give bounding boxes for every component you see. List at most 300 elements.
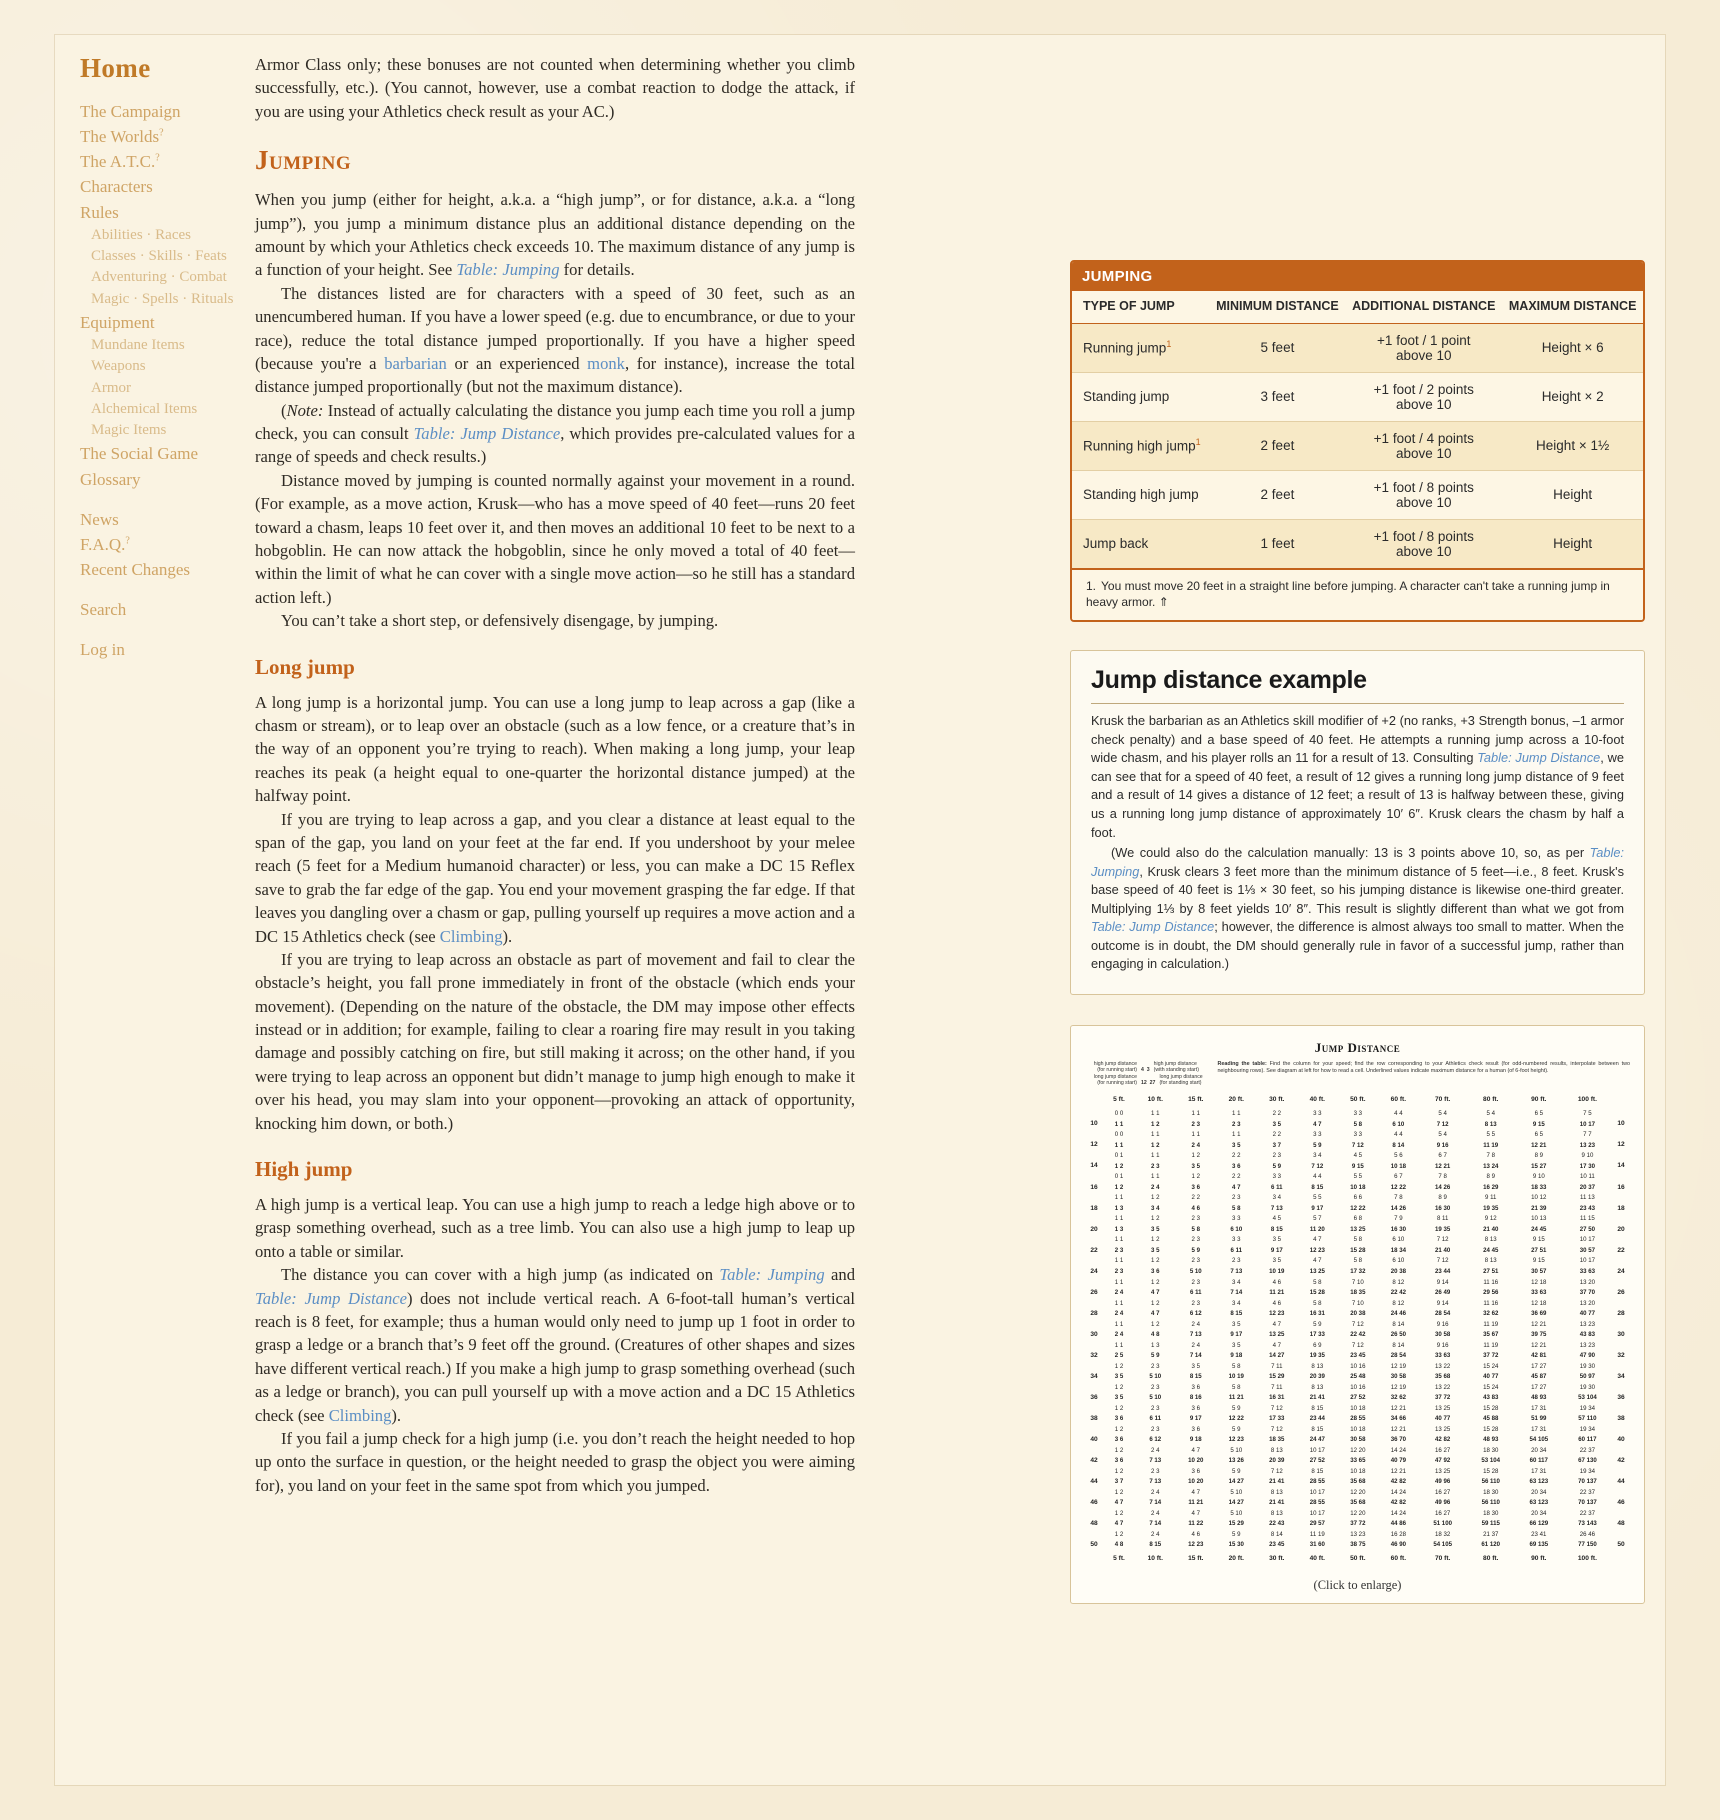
link-table-jump-distance-ex1[interactable]: Table: Jump Distance xyxy=(1477,750,1601,766)
cell-speed-header: 15 ft. xyxy=(1188,1555,1204,1563)
cell-jump-distance: 3 6 xyxy=(1232,1162,1241,1170)
table-row xyxy=(1085,1182,1630,1193)
link-table-jump-distance-2[interactable]: Table: Jump Distance xyxy=(255,1288,408,1308)
jumping-table xyxy=(1072,291,1643,568)
cell-jump-distance: 12 20 xyxy=(1350,1446,1366,1454)
sidebar-item-rules[interactable] xyxy=(80,201,270,225)
cell-jump-distance: 8 13 xyxy=(1484,1257,1497,1265)
cell-jump-distance: 3 5 xyxy=(1114,1394,1124,1402)
cell-jump-distance: 19 30 xyxy=(1579,1362,1596,1370)
sidebar-item-armor[interactable] xyxy=(80,378,270,399)
cell-jump-distance: 36 69 xyxy=(1531,1310,1547,1318)
sidebar-item-label: Rules xyxy=(80,202,119,222)
paragraph-longjump-2 xyxy=(255,808,855,948)
cell-check-result xyxy=(1085,1109,1103,1119)
cell-jump-distance: 33 63 xyxy=(1531,1289,1547,1297)
table-row xyxy=(1085,1203,1630,1214)
cell-jump-distance: 2 3 xyxy=(1191,1120,1201,1128)
sidebar-item-label: Mundane Items xyxy=(91,336,185,353)
cell-jump-distance: 39 75 xyxy=(1531,1331,1547,1339)
cell-jump-distance: 13 23 xyxy=(1579,1141,1596,1149)
sidebar-item-recent-changes[interactable] xyxy=(80,558,270,582)
cell-jump-distance: 5 9 xyxy=(1151,1352,1160,1360)
cell-check-result: 20 xyxy=(1617,1225,1625,1233)
cell-check-result xyxy=(1612,1445,1630,1455)
cell-jump-distance: 18 34 xyxy=(1390,1246,1406,1254)
cell-type-of-jump: Running jump$^1$ xyxy=(1072,323,1210,372)
cell-jump-distance: 1 1 xyxy=(1151,1152,1160,1160)
sidebar-item-label: The Worlds xyxy=(80,127,160,147)
table-row xyxy=(1085,1224,1630,1235)
cell-check-result xyxy=(1612,1109,1630,1119)
cell-jump-distance: 28 54 xyxy=(1390,1352,1406,1360)
cell-jump-distance: 51 99 xyxy=(1531,1415,1547,1423)
cell-check-result xyxy=(1085,1130,1103,1140)
jumping-table-box xyxy=(1070,260,1645,622)
cell-check-result xyxy=(1085,1529,1103,1539)
cell-jump-distance: 40 79 xyxy=(1390,1457,1406,1465)
cell-jump-distance: 19 34 xyxy=(1579,1425,1596,1433)
sidebar-item-magic-spells-rituals[interactable] xyxy=(80,289,270,310)
table-row xyxy=(1085,1529,1630,1539)
cell-check-result: 12 xyxy=(1617,1141,1625,1149)
cell-jump-distance: 19 30 xyxy=(1579,1383,1596,1391)
cell-jump-distance: 3 6 xyxy=(1191,1404,1201,1412)
cell-jump-distance: 2 4 xyxy=(1191,1341,1201,1349)
footnote-marker-icon: 1 xyxy=(1195,437,1201,448)
cell-jump-distance: 3 3 xyxy=(1232,1236,1241,1244)
cell-check-result: 10 xyxy=(1617,1120,1625,1128)
table-row xyxy=(1072,372,1643,421)
cell-jump-distance: 1 1 xyxy=(1151,1110,1160,1118)
paragraph-highjump-3: If you fail a jump check for a high jump (i.e. you don’t reach the height needed to hop up onto the surface in question, or the height needed to grasp the object you were aiming for), you land on your feet in the same spot from which you jumped. xyxy=(255,1428,855,1495)
cell-jump-distance: 2 2 xyxy=(1191,1194,1201,1202)
cell-jump-distance: 2 3 xyxy=(1151,1383,1160,1391)
cell-jump-distance: 13 24 xyxy=(1483,1162,1499,1170)
paragraph-jumping-5: You can’t take a short step, or defensively disengage, by jumping. xyxy=(281,611,719,631)
cell-speed-header: 90 ft. xyxy=(1531,1555,1547,1563)
link-barbarian[interactable]: barbarian xyxy=(384,353,447,373)
cell-check-result xyxy=(1612,1529,1630,1539)
cell-jump-distance: 17 31 xyxy=(1531,1425,1547,1433)
table-row xyxy=(1085,1340,1630,1350)
cell-check-result xyxy=(1085,1487,1103,1497)
paragraph-longjump-1: A long jump is a horizontal jump. You can use a long jump to leap across a gap (like a chasm or stream), or to leap over an obstacle (such as a low fence, or a creature that’s in the way of an opponent you’re trying to reach). When making a long jump, your leap reaches its peak (a height equal to one-quarter the horizontal distance jumped) at the halfway point. xyxy=(255,692,855,806)
cell-jump-distance: 1 2 xyxy=(1151,1278,1160,1286)
cell-jump-distance: 1 2 xyxy=(1151,1215,1160,1223)
cell-check-result xyxy=(1085,1361,1103,1371)
sidebar-item-alchemical-items[interactable] xyxy=(80,399,270,420)
cell-jump-distance: 3 4 xyxy=(1151,1204,1160,1212)
cell-jump-distance: 2 4 xyxy=(1151,1446,1160,1454)
cell-jump-distance: 2 3 xyxy=(1191,1257,1201,1265)
cell-check-result xyxy=(1085,1445,1103,1455)
cell-jump-distance: 4 7 xyxy=(1272,1320,1282,1328)
cell-jump-distance: 1 1 xyxy=(1191,1110,1201,1118)
table-row xyxy=(1085,1361,1630,1371)
text-run: Instead of actually calculating the distance you jump each time you roll a jump check, you can consult xyxy=(255,400,855,444)
cell-jump-distance: 1 1 xyxy=(1114,1299,1124,1307)
cell-jump-distance: 5 5 xyxy=(1353,1173,1363,1181)
cell-speed-header: 50 ft. xyxy=(1350,1095,1366,1103)
cell-jump-distance: 14 24 xyxy=(1390,1488,1406,1496)
text-run: , which provides pre-calculated values for a range of speeds and check results.) xyxy=(255,424,855,467)
link-monk[interactable]: monk xyxy=(587,353,625,373)
cell-jump-distance: 50 97 xyxy=(1579,1373,1596,1381)
cell-jump-distance: 0 0 xyxy=(1114,1110,1124,1118)
heading-long-jump: Long jump xyxy=(255,654,355,679)
cell-jump-distance: 15 28 xyxy=(1483,1467,1499,1475)
cell-jump-distance: 11 19 xyxy=(1309,1530,1325,1538)
cell-jump-distance: 56 110 xyxy=(1481,1499,1500,1507)
cell-speed-header: 60 ft. xyxy=(1390,1555,1407,1563)
table-row xyxy=(1085,1319,1630,1329)
cell-jump-distance: 1 3 xyxy=(1114,1204,1124,1212)
cell-jump-distance: 3 6 xyxy=(1114,1457,1124,1465)
cell-jump-distance: 5 4 xyxy=(1486,1110,1495,1118)
cell-jump-distance: 10 20 xyxy=(1188,1478,1204,1486)
sidebar-item-adventuring-combat[interactable] xyxy=(80,267,270,288)
sidebar-item-classes-skills-feats[interactable] xyxy=(80,246,270,267)
cell-jump-distance: 7 10 xyxy=(1351,1278,1364,1286)
cell-jump-distance: 7 12 xyxy=(1436,1120,1449,1128)
cell-maximum-distance: Height xyxy=(1502,519,1643,568)
cell-check-result xyxy=(1612,1214,1630,1224)
cell-jump-distance: 4 4 xyxy=(1313,1173,1322,1181)
cell-check-result xyxy=(1085,1214,1103,1224)
cell-check-result xyxy=(1085,1277,1103,1287)
cell-jump-distance: 16 30 xyxy=(1390,1225,1406,1233)
cell-jump-distance: 6 12 xyxy=(1189,1310,1202,1318)
cell-jump-distance: 10 18 xyxy=(1350,1467,1366,1475)
cell-jump-distance: 2 2 xyxy=(1272,1110,1282,1118)
cell-jump-distance: 2 3 xyxy=(1191,1236,1201,1244)
cell-jump-distance: 1 1 xyxy=(1114,1236,1124,1244)
sidebar-item-label: Characters xyxy=(80,177,153,197)
cell-jump-distance: 15 24 xyxy=(1483,1362,1499,1370)
sidebar-item-characters[interactable] xyxy=(80,175,270,199)
cell-jump-distance: 29 56 xyxy=(1483,1289,1499,1297)
cell-jump-distance: 5 8 xyxy=(1353,1236,1363,1244)
cell-jump-distance: 13 25 xyxy=(1350,1225,1366,1233)
cell-check-result: 24 xyxy=(1090,1267,1098,1275)
cell-jump-distance: 4 7 xyxy=(1232,1183,1241,1191)
sidebar-item-weapons[interactable] xyxy=(80,356,270,377)
cell-jump-distance: 1 3 xyxy=(1151,1341,1160,1349)
cell-check-result xyxy=(1085,1508,1103,1518)
cell-speed-header: 80 ft. xyxy=(1483,1095,1499,1103)
cell-check-result xyxy=(1085,1340,1103,1350)
cell-jump-distance: 5 9 xyxy=(1232,1467,1241,1475)
cell-jump-distance: 5 10 xyxy=(1230,1488,1243,1496)
cell-jump-distance: 30 57 xyxy=(1531,1268,1547,1275)
cell-jump-distance: 8 15 xyxy=(1311,1183,1324,1191)
cell-jump-distance: 4 8 xyxy=(1114,1541,1124,1549)
cell-jump-distance: 8 13 xyxy=(1484,1236,1497,1244)
cell-minimum-distance: 5 feet xyxy=(1210,323,1346,372)
cell-jump-distance: 3 3 xyxy=(1353,1110,1363,1118)
cell-check-result xyxy=(1612,1424,1630,1434)
cell-jump-distance: 3 5 xyxy=(1151,1246,1160,1254)
cell-check-result: 50 xyxy=(1090,1541,1098,1549)
cell-speed-header: 80 ft. xyxy=(1483,1555,1499,1563)
cell-jump-distance: 1 2 xyxy=(1114,1425,1124,1433)
table-row xyxy=(1085,1476,1630,1487)
cell-jump-distance: 16 27 xyxy=(1435,1446,1451,1454)
sidebar-item-mundane-items[interactable] xyxy=(80,335,270,356)
cell-jump-distance: 13 20 xyxy=(1579,1299,1596,1307)
cell-jump-distance: 10 17 xyxy=(1309,1446,1325,1454)
cell-jump-distance: 28 55 xyxy=(1350,1415,1366,1423)
cell-jump-distance: 12 20 xyxy=(1350,1488,1366,1496)
cell-check-result: 26 xyxy=(1617,1288,1625,1296)
cell-jump-distance: 6 8 xyxy=(1353,1215,1363,1223)
sidebar-item-the-a-t-c[interactable] xyxy=(80,150,270,174)
cell-jump-distance: 3 3 xyxy=(1272,1173,1282,1181)
cell-jump-distance: 3 6 xyxy=(1114,1436,1124,1444)
cell-speed-header: 5 ft. xyxy=(1113,1555,1125,1563)
legend-block xyxy=(1085,1061,1211,1087)
cell-jump-distance: 4 4 xyxy=(1394,1110,1403,1118)
cell-maximum-distance: Height × 6 xyxy=(1502,323,1643,372)
cell-jump-distance: 4 4 xyxy=(1394,1131,1403,1139)
cell-jump-distance: 9 15 xyxy=(1532,1120,1545,1128)
cell-jump-distance: 42 82 xyxy=(1390,1478,1406,1486)
cell-jump-distance: 5 10 xyxy=(1189,1268,1202,1275)
cell-jump-distance: 27 52 xyxy=(1350,1394,1366,1402)
cell-jump-distance: 28 55 xyxy=(1309,1478,1325,1486)
cell-jump-distance: 17 32 xyxy=(1350,1268,1366,1275)
cell-jump-distance: 16 27 xyxy=(1435,1509,1451,1517)
cell-jump-distance: 1 1 xyxy=(1114,1194,1124,1202)
cell-jump-distance: 3 3 xyxy=(1353,1131,1363,1139)
sidebar-item-glossary[interactable] xyxy=(80,468,270,492)
cell-check-result: 26 xyxy=(1090,1288,1098,1296)
cell-jump-distance: 4 7 xyxy=(1272,1341,1282,1349)
cell-speed-header: 90 ft. xyxy=(1531,1095,1547,1103)
cell-jump-distance: 13 25 xyxy=(1435,1404,1451,1412)
col-minimum-distance: MINIMUM DISTANCE xyxy=(1210,291,1346,323)
cell-jump-distance: 21 41 xyxy=(1269,1478,1285,1486)
jump-distance-figure[interactable] xyxy=(1070,1025,1645,1604)
cell-jump-distance: 5 8 xyxy=(1232,1204,1241,1212)
cell-check-result xyxy=(1085,1172,1103,1182)
cell-jump-distance: 21 39 xyxy=(1531,1204,1547,1212)
cell-jump-distance: 4 7 xyxy=(1313,1236,1322,1244)
figure-title: Jump Distance xyxy=(1314,1039,1401,1055)
cell-jump-distance: 2 3 xyxy=(1151,1362,1160,1370)
sidebar-item-label: Abilities · Races xyxy=(91,226,191,243)
sidebar-home-link[interactable]: Home xyxy=(80,53,151,83)
sidebar-item-label: Classes · Skills · Feats xyxy=(91,247,227,264)
cell-jump-distance: 19 35 xyxy=(1435,1225,1451,1233)
sidebar-item-f-a-q[interactable] xyxy=(80,533,270,557)
cell-jump-distance: 24 45 xyxy=(1483,1246,1499,1254)
cell-jump-distance: 7 8 xyxy=(1438,1173,1447,1181)
cell-jump-distance: 6 11 xyxy=(1149,1415,1162,1423)
cell-check-result xyxy=(1612,1487,1630,1497)
cell-jump-distance: 7 11 xyxy=(1271,1362,1283,1370)
link-table-jumping-2[interactable]: Table: Jumping xyxy=(719,1265,825,1285)
cell-jump-distance: 8 9 xyxy=(1486,1173,1495,1181)
table-row xyxy=(1085,1256,1630,1266)
paragraph-highjump-1: A high jump is a vertical leap. You can use a high jump to reach a ledge high above or to grasp something overhead, such as a tree limb. You can also use a high jump to leap up onto a table or similar. xyxy=(255,1195,855,1261)
cell-jump-distance: 8 14 xyxy=(1392,1141,1405,1149)
cell-jump-distance: 24 45 xyxy=(1531,1225,1547,1233)
cell-jump-distance: 9 11 xyxy=(1485,1194,1497,1202)
cell-jump-distance: 7 5 xyxy=(1583,1110,1592,1118)
cell-speed-header: 40 ft. xyxy=(1309,1555,1326,1563)
sidebar-item-equipment[interactable] xyxy=(80,311,270,335)
cell-jump-distance: 1 2 xyxy=(1114,1162,1124,1170)
cell-jump-distance: 3 6 xyxy=(1191,1183,1201,1191)
cell-jump-distance: 1 1 xyxy=(1232,1131,1241,1139)
link-table-jump-distance[interactable]: Table: Jump Distance xyxy=(413,424,561,444)
cell-check-result: 44 xyxy=(1617,1477,1625,1485)
cell-jump-distance: 12 21 xyxy=(1390,1425,1406,1433)
cell-speed-header: 30 ft. xyxy=(1269,1555,1285,1563)
text-run: and xyxy=(824,1265,855,1285)
sidebar-item-log-in[interactable] xyxy=(80,638,270,662)
cell-jump-distance: 13 22 xyxy=(1435,1383,1451,1391)
cell-jump-distance: 10 18 xyxy=(1390,1162,1406,1170)
cell-check-result: 14 xyxy=(1617,1162,1625,1170)
cell-jump-distance: 8 16 xyxy=(1189,1394,1202,1402)
main-content xyxy=(255,53,855,1497)
table-row xyxy=(1072,421,1643,470)
cell-jump-distance: 1 1 xyxy=(1232,1110,1241,1118)
text-run: or an experienced xyxy=(446,353,588,373)
table-row xyxy=(1085,1424,1630,1434)
cell-check-result xyxy=(1085,1466,1103,1476)
cell-check-result xyxy=(1612,1256,1630,1266)
link-table-jumping[interactable]: Table: Jumping xyxy=(456,260,560,280)
cell-additional-distance: +1 foot / 8 points above 10 xyxy=(1345,470,1502,519)
cell-additional-distance: +1 foot / 4 points above 10 xyxy=(1345,421,1502,470)
help-marker-icon: ? xyxy=(155,152,160,164)
table-row xyxy=(1085,1392,1630,1403)
cell-jump-distance: 2 3 xyxy=(1272,1152,1282,1160)
cell-jump-distance: 14 27 xyxy=(1269,1352,1285,1360)
text-run: When you jump (either for height, a.k.a. a “high jump”, or for distance, a.k.a. a “long jump”), you jump a minimum distance plus an additional distance depending on the amount by which your Athletics check exceeds 10. The maximum distance of any jump is a function of your height. See xyxy=(255,190,855,280)
cell-jump-distance: 35 68 xyxy=(1435,1373,1451,1381)
cell-check-result xyxy=(1612,1319,1630,1329)
cell-jump-distance: 13 25 xyxy=(1435,1467,1451,1475)
cell-jump-distance: 27 50 xyxy=(1579,1225,1596,1233)
sidebar-item-the-worlds[interactable] xyxy=(80,125,270,149)
cell-jump-distance: 33 63 xyxy=(1435,1352,1451,1360)
cell-jump-distance: 5 9 xyxy=(1232,1425,1241,1433)
cell-jump-distance: 23 45 xyxy=(1269,1541,1285,1549)
cell-jump-distance: 27 51 xyxy=(1531,1246,1547,1254)
cell-jump-distance: 7 12 xyxy=(1270,1467,1283,1475)
legend-value: 12 27 xyxy=(1141,1080,1156,1087)
cell-jump-distance: 5 8 xyxy=(1313,1278,1322,1286)
cell-speed-header: 70 ft. xyxy=(1434,1555,1451,1563)
cell-jump-distance: 21 40 xyxy=(1483,1225,1499,1233)
sidebar-item-label: The Social Game xyxy=(80,444,199,464)
cell-jump-distance: 3 4 xyxy=(1232,1278,1241,1286)
sidebar-item-the-social-game[interactable] xyxy=(80,442,270,466)
table-row xyxy=(1072,470,1643,519)
cell-jump-distance: 15 29 xyxy=(1269,1373,1285,1381)
cell-jump-distance: 8 15 xyxy=(1270,1225,1283,1233)
reading-title: Reading the table: xyxy=(1217,1060,1267,1067)
cell-jump-distance: 1 1 xyxy=(1151,1131,1160,1139)
cell-maximum-distance: Height × 1½ xyxy=(1502,421,1643,470)
text-run: , we can see that for a speed of 40 feet, a result of 12 gives a running long jump distance of 9 feet and a result of 14 gives a distance of 12 feet; a result of 13 is halfway between these, giving us a running long jump distance of approximately 10′ 6″. Krusk clears the chasm by half a foot. xyxy=(1091,750,1624,840)
cell-jump-distance: 16 27 xyxy=(1435,1488,1451,1496)
table-row xyxy=(1085,1193,1630,1203)
jump-distance-example-box xyxy=(1070,650,1645,995)
cell-jump-distance: 40 77 xyxy=(1483,1373,1499,1381)
footnote-number: 1. xyxy=(1086,578,1097,593)
cell-jump-distance: 1 2 xyxy=(1114,1530,1124,1538)
cell-jump-distance: 3 6 xyxy=(1191,1383,1201,1391)
cell-jump-distance: 60 117 xyxy=(1529,1457,1548,1465)
cell-jump-distance: 7 8 xyxy=(1394,1194,1403,1202)
cell-jump-distance: 7 14 xyxy=(1230,1289,1243,1297)
cell-jump-distance: 8 12 xyxy=(1392,1299,1405,1307)
table-row xyxy=(1085,1403,1630,1413)
cell-jump-distance: 8 15 xyxy=(1311,1404,1324,1412)
sidebar-item-magic-items[interactable] xyxy=(80,420,270,441)
cell-jump-distance: 13 22 xyxy=(1435,1362,1451,1370)
cell-jump-distance: 18 33 xyxy=(1531,1183,1547,1191)
cell-jump-distance: 40 77 xyxy=(1435,1415,1451,1423)
sidebar-item-news[interactable] xyxy=(80,508,270,532)
link-climbing-2[interactable]: Climbing xyxy=(328,1405,392,1425)
cell-jump-distance: 10 11 xyxy=(1580,1173,1595,1181)
cell-jump-distance: 11 19 xyxy=(1483,1141,1499,1149)
cell-jump-distance: 9 14 xyxy=(1436,1278,1449,1286)
cell-jump-distance: 3 4 xyxy=(1232,1299,1241,1307)
cell-speed-header: 40 ft. xyxy=(1309,1095,1326,1103)
table-row xyxy=(1085,1308,1630,1319)
sidebar-item-search[interactable] xyxy=(80,598,270,622)
cell-jump-distance: 7 13 xyxy=(1189,1331,1202,1339)
cell-jump-distance: 37 72 xyxy=(1483,1352,1499,1360)
sidebar-item-label: Armor xyxy=(91,379,131,396)
cell-jump-distance: 35 67 xyxy=(1483,1331,1499,1339)
cell-jump-distance: 1 2 xyxy=(1151,1257,1160,1265)
table-row xyxy=(1085,1119,1630,1130)
text-run: If you are trying to leap across a gap, and you clear a distance at least equal to the span of the gap, you land on your feet at the far end. If you undershoot by your melee reach (5 feet for a Medium humanoid character) or less, you can make a DC 15 Reflex save to grab the far edge of the gap. You end your movement grasping the far edge. If that leaves you dangling over a chasm or gap, pulling yourself up requires a move action and a DC 15 Athletics check (see xyxy=(255,809,855,946)
cell-jump-distance: 8 9 xyxy=(1438,1194,1447,1202)
cell-jump-distance: 10 12 xyxy=(1531,1194,1547,1202)
cell-jump-distance: 22 37 xyxy=(1579,1509,1596,1517)
sidebar-item-the-campaign[interactable] xyxy=(80,100,270,124)
table-row xyxy=(1085,1413,1630,1424)
cell-jump-distance: 4 7 xyxy=(1191,1488,1201,1496)
cell-jump-distance: 10 16 xyxy=(1350,1362,1366,1370)
cell-jump-distance: 15 24 xyxy=(1483,1383,1499,1391)
link-climbing[interactable]: Climbing xyxy=(439,926,503,946)
link-table-jump-distance-ex2[interactable]: Table: Jump Distance xyxy=(1091,919,1215,935)
cell-jump-distance: 70 137 xyxy=(1578,1478,1597,1486)
cell-type-of-jump: Jump back xyxy=(1072,519,1210,568)
cell-jump-distance: 9 15 xyxy=(1532,1257,1545,1265)
cell-jump-distance: 2 4 xyxy=(1114,1331,1124,1339)
cell-jump-distance: 11 16 xyxy=(1483,1299,1499,1307)
cell-jump-distance: 3 5 xyxy=(1232,1320,1241,1328)
table-row xyxy=(1085,1151,1630,1161)
cell-jump-distance: 4 8 xyxy=(1151,1331,1160,1339)
cell-jump-distance: 3 4 xyxy=(1313,1152,1322,1160)
sidebar-item-abilities-races[interactable] xyxy=(80,225,270,246)
cell-jump-distance: 11 21 xyxy=(1188,1499,1204,1507)
link-table-jumping-ex2[interactable]: Table: Jumping xyxy=(1091,845,1624,879)
